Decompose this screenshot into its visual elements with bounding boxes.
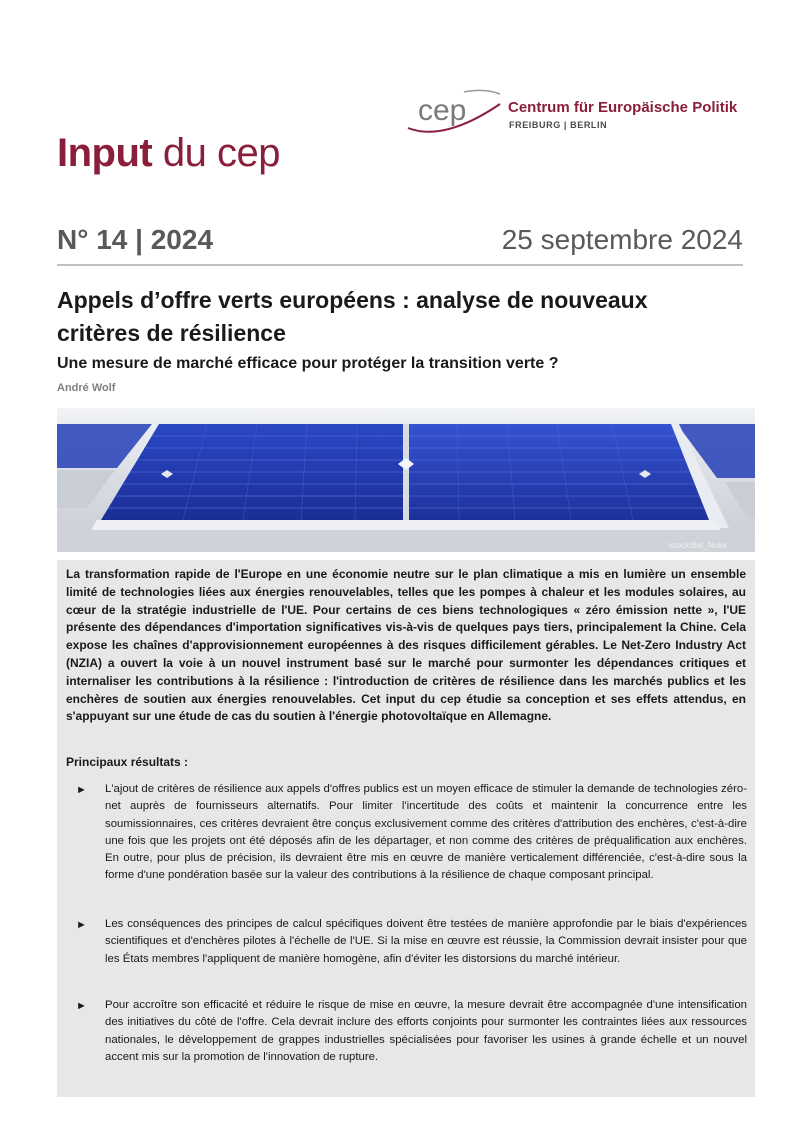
logo-mark-text: cep (418, 94, 467, 127)
title-rest: du cep (152, 131, 280, 175)
triangle-right-icon: ► (76, 1000, 87, 1012)
solar-panel-icon (57, 408, 755, 552)
list-item-text: Pour accroître son efficacité et réduire le risque de mise en œuvre, la mesure devrait être accompagnée d'une intensification des initiatives du côté de l'offre. Cela devrait inclure des efforts conjoints pour surmonter les contraintes liées aux ressources nationales, le développement de grappes industrielles spécialisées pour favoriser les usines à grande échelle et un nouvel accent mis sur la promotion de l'innovation de rupture. (105, 999, 747, 1063)
article-headline: Appels d’offre verts européens : analyse de nouveaux critères de résilience (57, 287, 648, 346)
issue-number: N° 14 | 2024 (57, 224, 214, 255)
list-item-text: L'ajout de critères de résilience aux appels d'offres publics est un moyen efficace de stimuler la demande de technologies zéro-net auprès de fournisseurs alternatifs. Pour limiter l'incertitude des coûts et maintenir la concurrence entre les soumissionnaires, ces critères devraient être conçus exclusivement comme des critères d'attribution des enchères, c'est-à-dire une fois que les projets ont été déposés afin de les départager, et non comme des critères de préqualification aux enchères. En outre, pour plus de précision, ils devraient être mis en œuvre de manière verticalement différenciée, c'est-à-dire sous la forme d'une pondération basée sur la valeur des contributions à la résilience de chaque composant principal. (105, 783, 747, 882)
publication-date: 25 septembre 2024 (501, 224, 743, 255)
hero-image (57, 408, 755, 552)
title-bold: Input (57, 131, 153, 175)
article-author: André Wolf (57, 382, 116, 394)
list-item-text: Les conséquences des principes de calcul spécifiques doivent être testées de manière approfondie par le biais d'expériences scientifiques et d'enchères pilotes à l'échelle de l'UE. Si la mise en œuvre est réussie, la Commission devrait insister pour que les États membres l'appliquent de manière homogène, afin d'éviter les distorsions du marché intérieur. (105, 918, 747, 965)
key-results-label: Principaux résultats : (66, 755, 189, 769)
triangle-right-icon: ► (76, 919, 87, 931)
summary-intro: La transformation rapide de l'Europe en une économie neutre sur le plan climatique a mis en lumière un ensemble limité de technologies liées aux énergies renouvelables, telles que les pompes à chaleur et les modules solaires, au cœur de la stratégie industrielle de l'UE. Pour certains de ces biens technologiques « zéro émission nette », l'UE présente des dépendances d'importation significatives vis-à-vis de quelques pays tiers, principalement la Chine. Cela expose les chaînes d'approvisionnement européennes à des risques difficilement gérables. Le Net-Zero Industry Act (NZIA) a ouvert la voie à un nouvel instrument basé sur le marché pour surmonter les dépendances critiques et internaliser les contributions à la résilience : l'introduction de critères de résilience dans les marchés publics et les enchères de soutien aux énergies renouvelables. Cet input du cep étudie sa conception et ses effets attendus, en s'appuyant sur une étude de cas du soutien à l'énergie photovoltaïque en Allemagne. (66, 567, 746, 724)
logo-organization-name: Centrum für Europäische Politik (508, 99, 738, 116)
logo-locations: FREIBURG | BERLIN (509, 120, 608, 130)
cep-logo (404, 84, 744, 140)
cep-logo-mark-icon (404, 84, 504, 140)
triangle-right-icon: ► (76, 784, 87, 796)
article-subheadline: Une mesure de marché efficace pour protéger la transition verte ? (57, 355, 559, 372)
publication-series-title (57, 128, 280, 178)
summary-box (57, 560, 755, 1097)
image-credit: istock/Bet_Noire (668, 541, 727, 550)
header-divider (57, 264, 743, 266)
